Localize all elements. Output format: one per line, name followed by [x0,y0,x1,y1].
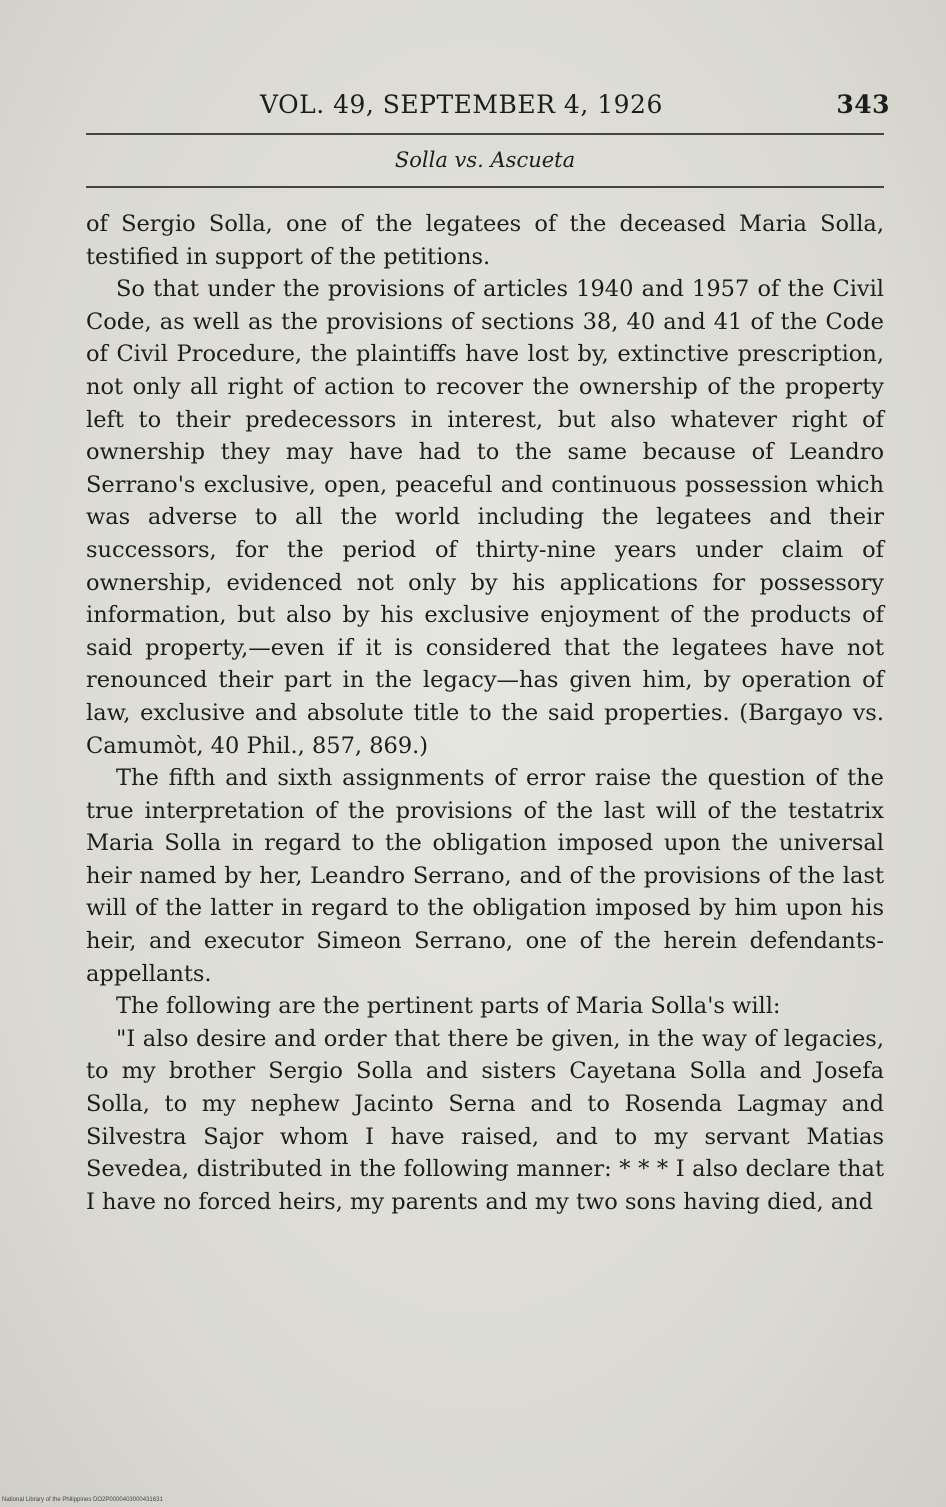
body-text [86,208,884,1218]
header-rule-bottom [86,186,884,188]
paragraph-will-quote: "I also desire and order that there be given, in the way of legacies, to my brother Sergio Solla and sisters Cayetana Solla and Josefa Solla, to my nephew Jacinto Serna and to Rosenda Lagmay and Silvestra Sajor whom I have raised, and to my servant Matias Sevedea, distributed in the following manner: * * * I also declare that I have no forced heirs, my parents and my two sons having died, and [86,1025,884,1215]
paragraph-continuation: of Sergio Solla, one of the legatees of the deceased Maria Solla, testified in support of the petitions. [86,211,884,270]
header-rule-top [86,133,884,135]
paragraph-prescription: So that under the provisions of articles 1940 and 1957 of the Civil Code, as well as the provisions of sections 38, 40 and 41 of the Code of Civil Procedure, the plaintiffs have lost by, extinctive prescription, not only all right of action to recover the ownership of the property left to their predecessors in interest, but also whatever right of ownership they may have had to the same because of Leandro Serrano's exclusive, open, peaceful and continuous possession which was adverse to all the world including the legatees and their successors, for the period of thirty-nine years under claim of ownership, evidenced not only by his applications for possessory information, but also by his exclusive enjoyment of the products of said property,—even if it is considered that the legatees have not renounced their part in the legacy—has given him, by operation of law, exclusive and absolute title to the said properties. (Bargayo vs. Camumòt, 40 Phil., 857, 869.) [86,276,884,759]
case-title: Solla vs. Ascueta [394,148,576,172]
paragraph-will-intro: The following are the pertinent parts of Maria Solla's will: [116,993,781,1020]
paragraph-assignments-of-error: The fifth and sixth assignments of error raise the question of the true interpretation of the provisions of the last will of the testatrix Maria Solla in regard to the obligation imposed upon the universal heir named by her, Leandro Serrano, and of the provisions of the last will of the latter in regard to the obligation imposed by him upon his heir, and executor Simeon Serrano, one of the herein defendants-appellants. [86,765,884,987]
running-title: VOL. 49, SEPTEMBER 4, 1926 [260,90,663,119]
page-number: 343 [836,90,890,119]
running-head [260,86,890,126]
source-footer: National Library of the Philippines DO2P0000403000431631 [2,1497,163,1503]
